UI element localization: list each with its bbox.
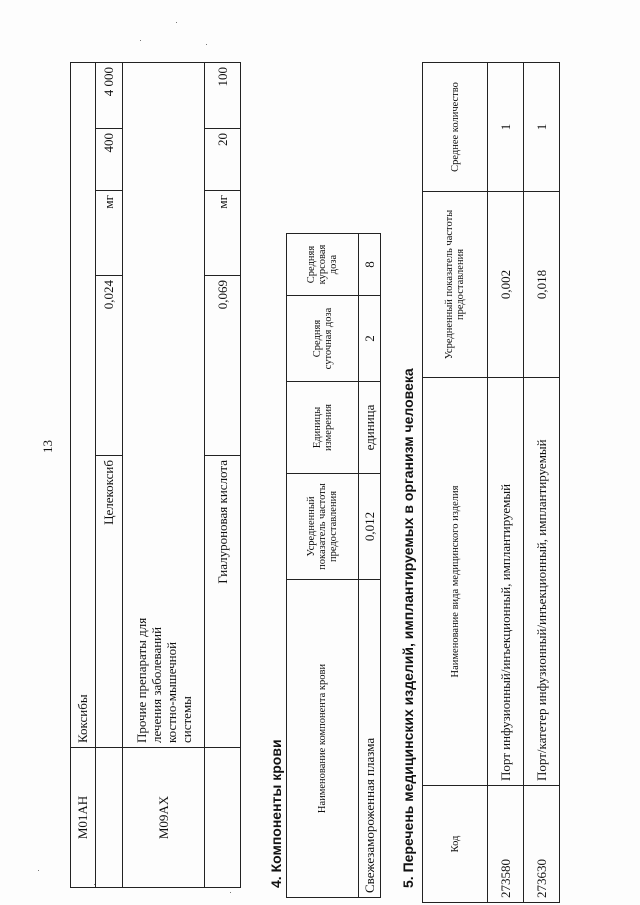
drug-table <box>70 62 241 888</box>
header-name: Наименование компонента крови <box>287 580 359 898</box>
empty-cell <box>96 748 123 888</box>
daily-dose-cell: 2 <box>359 296 381 382</box>
group-name-cell: Коксибы <box>71 62 96 747</box>
code-cell: 273630 <box>524 786 560 903</box>
course-dose-cell: 8 <box>359 234 381 296</box>
unit-cell: мг <box>205 191 241 276</box>
empty-cell <box>205 748 241 888</box>
blood-components-table <box>286 233 381 898</box>
freq-cell: 0,018 <box>524 192 560 378</box>
freq-cell: 0,002 <box>488 192 524 378</box>
qty-cell: 1 <box>488 63 524 192</box>
header-course: Средняя курсовая доза <box>287 234 359 296</box>
course-dose-cell: 100 <box>205 62 241 128</box>
implants-table <box>422 62 560 903</box>
drug-name-cell: Гиалуроновая кислота <box>205 456 241 748</box>
freq-cell: 0,012 <box>359 474 381 580</box>
header-name: Наименование вида медицинского изделия <box>423 378 488 786</box>
component-name-cell: Свежезамороженная плазма <box>359 580 381 898</box>
group-name-cell <box>123 62 205 747</box>
section-4-heading: 4. Компоненты крови <box>268 739 284 888</box>
qty-cell: 1 <box>524 63 560 192</box>
header-freq: Усредненный показатель частоты предоставления <box>423 192 488 378</box>
course-dose-cell: 4 000 <box>96 62 123 128</box>
freq-cell: 0,024 <box>96 276 123 456</box>
daily-dose-cell: 20 <box>205 129 241 191</box>
daily-dose-cell: 400 <box>96 129 123 191</box>
page-number: 13 <box>40 440 55 453</box>
unit-cell: мг <box>96 191 123 276</box>
unit-cell: единица <box>359 382 381 474</box>
section-5-heading: 5. Перечень медицинских изделий, имплантируемых в организм человека <box>400 368 416 888</box>
header-code: Код <box>423 786 488 903</box>
atc-code-cell: M01AH <box>71 748 96 888</box>
drug-name-cell: Целекоксиб <box>96 456 123 748</box>
freq-cell: 0,069 <box>205 276 241 456</box>
table-row <box>524 63 560 903</box>
atc-code-cell: M09AX <box>123 748 205 888</box>
code-cell: 273580 <box>488 786 524 903</box>
table-row <box>488 63 524 903</box>
group-name-text: Прочие препараты для лечения заболеваний костно-мышечной системы <box>133 617 194 743</box>
name-cell: Порт инфузионный/инъекционный, имплантируемый <box>488 378 524 786</box>
header-qty: Среднее количество <box>423 63 488 192</box>
header-unit: Единицы измерения <box>287 382 359 474</box>
header-freq: Усредненный показатель частоты предоставления <box>287 474 359 580</box>
header-daily: Средняя суточная доза <box>287 296 359 382</box>
name-cell: Порт/катетер инфузионный/инъекционный, имплантируемый <box>524 378 560 786</box>
